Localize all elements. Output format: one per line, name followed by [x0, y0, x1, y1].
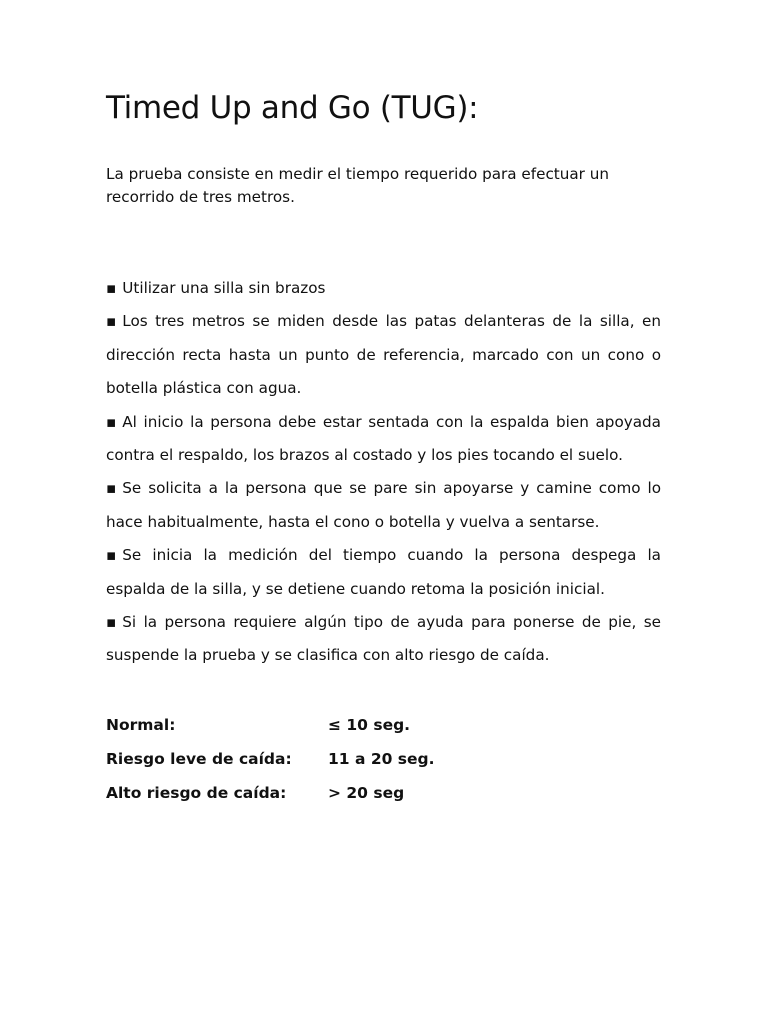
- list-item-text: Se inicia la medición del tiempo cuando la persona despega la espalda de la silla, y se detiene cuando retoma la posición inicial.: [106, 546, 661, 598]
- bullet-icon: ▪: [106, 312, 117, 331]
- classification-label: Riesgo leve de caída:: [106, 750, 292, 768]
- list-item-text: Se solicita a la persona que se pare sin apoyarse y camine como lo hace habitualmente, hasta el cono o botella y vuelva a sentarse.: [106, 479, 661, 531]
- classification-value: 11 a 20 seg.: [328, 750, 435, 768]
- bullet-icon: ▪: [106, 412, 117, 431]
- instructions-list: [106, 272, 661, 673]
- classification-label: Alto riesgo de caída:: [106, 784, 287, 802]
- list-item: [106, 472, 661, 539]
- bullet-icon: ▪: [106, 279, 117, 297]
- intro-paragraph: La prueba consiste en medir el tiempo requerido para efectuar un recorrido de tres metros.: [106, 165, 610, 206]
- list-item: [106, 272, 661, 305]
- list-item: [106, 539, 661, 606]
- page-title: Timed Up and Go (TUG):: [106, 90, 479, 126]
- list-item: [106, 305, 661, 405]
- classification-value: > 20 seg: [328, 784, 405, 802]
- list-item-text: Al inicio la persona debe estar sentada con la espalda bien apoyada contra el respaldo, los brazos al costado y los pies tocando el suelo.: [106, 412, 661, 465]
- bullet-icon: ▪: [106, 479, 117, 498]
- bullet-icon: ▪: [106, 613, 117, 632]
- table-row: [106, 742, 435, 776]
- list-item-text: Si la persona requiere algún tipo de ayuda para ponerse de pie, se suspende la prueba y se clasifica con alto riesgo de caída.: [106, 613, 661, 665]
- list-item: [106, 606, 661, 673]
- list-item-text: Utilizar una silla sin brazos: [122, 279, 326, 297]
- classification-label: Normal:: [106, 716, 176, 734]
- classification-table: [106, 708, 435, 810]
- bullet-icon: ▪: [106, 546, 117, 565]
- list-item: [106, 406, 661, 473]
- list-item-text: Los tres metros se miden desde las patas delanteras de la silla, en dirección recta hasta un punto de referencia, marcado con un cono o botella plástica con agua.: [106, 312, 661, 398]
- classification-value: ≤ 10 seg.: [328, 716, 411, 734]
- table-row: [106, 776, 435, 810]
- table-row: [106, 708, 435, 742]
